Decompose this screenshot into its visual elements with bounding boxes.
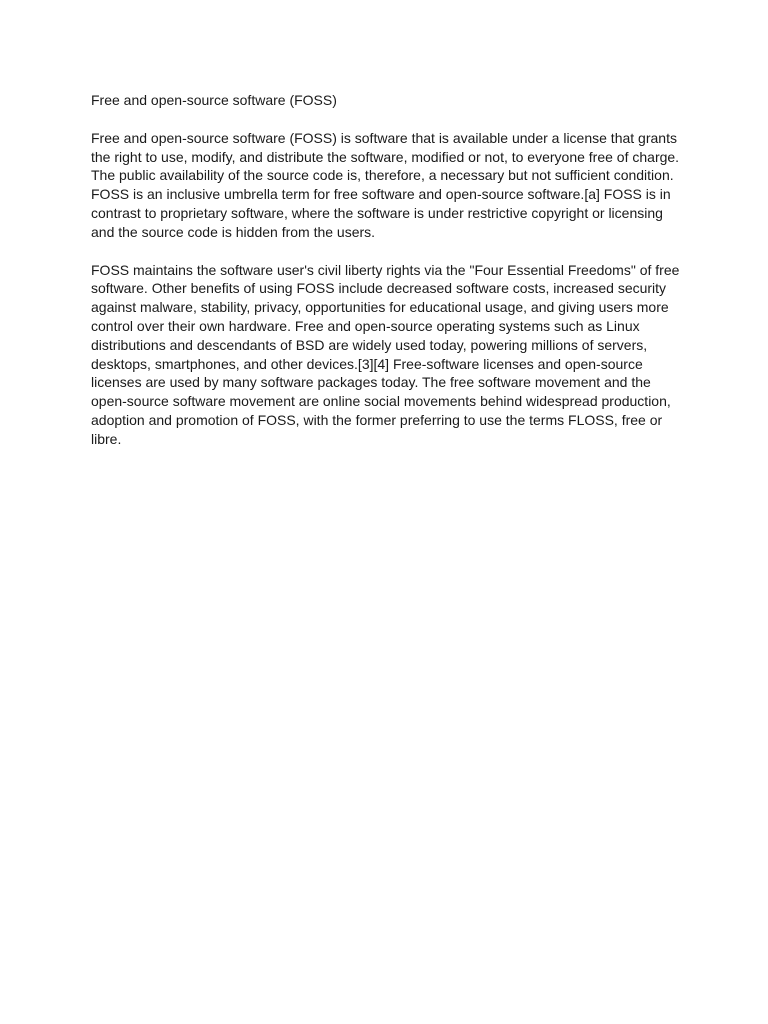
document-title: Free and open-source software (FOSS) [91,92,337,108]
document-body [91,91,681,468]
paragraph-intro: Free and open-source software (FOSS) is software that is available under a license that grants the right to use, modify, and distribute the software, modified or not, to everyone free of charge. The public availability of the source code is, therefore, a necessary but not sufficient condition. FOSS is an inclusive umbrella term for free software and open-source software.[a] FOSS is in contrast to proprietary software, where the software is under restrictive copyright or licensing and the source code is hidden from the users. [91,129,680,240]
paragraph-benefits: FOSS maintains the software user's civil liberty rights via the "Four Essential Freedoms" of free software. Other benefits of using FOSS include decreased software costs, increased security against malware, stability, privacy, opportunities for educational usage, and giving users more control over their own hardware. Free and open-source operating systems such as Linux distributions and descendants of BSD are widely used today, powering millions of servers, desktops, smartphones, and other devices.[3][4] Free-software licenses and open-source licenses are used by many software packages today. The free software movement and the open-source software movement are online social movements behind widespread production, adoption and promotion of FOSS, with the former preferring to use the terms FLOSS, free or libre. [91,261,680,447]
